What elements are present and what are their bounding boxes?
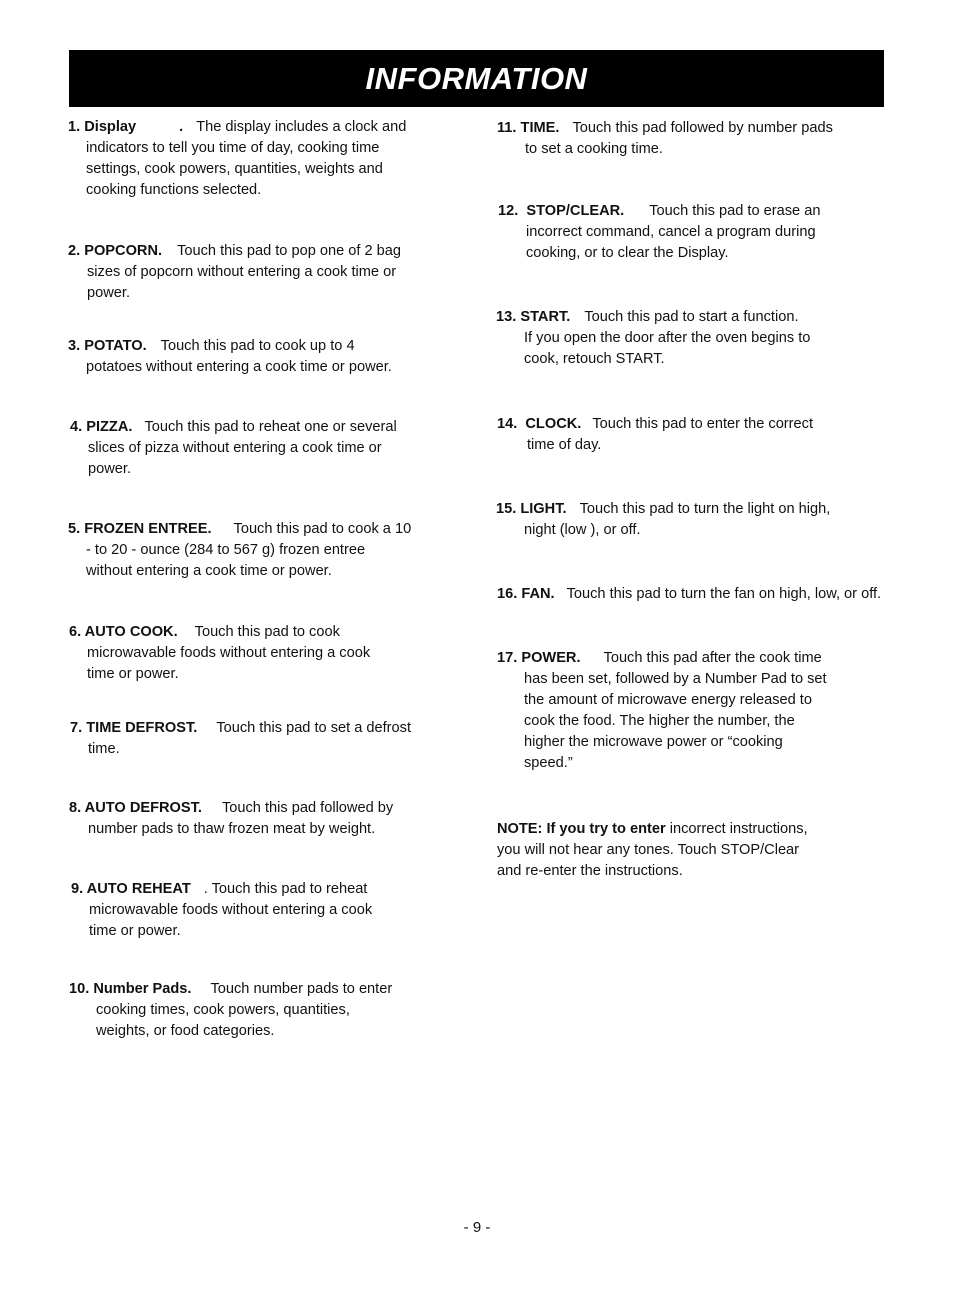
- item-label: 9. AUTO REHEAT: [71, 881, 191, 897]
- item-continuation: incorrect command, cancel a program during cooking, or to clear the Display.: [526, 224, 816, 261]
- item-label: 12. STOP/CLEAR.: [498, 203, 625, 219]
- item-text: Touch this pad to cook a 10: [233, 521, 412, 537]
- item-continuation: - to 20 - ounce (284 to 567 g) frozen entree without entering a cook time or power.: [86, 542, 366, 579]
- list-item-auto-cook: [69, 622, 429, 685]
- item-label: 15. LIGHT.: [496, 501, 567, 517]
- page-number: - 9 -: [463, 1219, 491, 1236]
- item-label: 17. POWER.: [497, 650, 581, 666]
- item-label: 10. Number Pads.: [69, 981, 192, 997]
- list-item-display: [68, 117, 428, 201]
- item-text: Touch this pad followed by: [221, 800, 394, 816]
- item-text: Touch this pad followed by number pads: [572, 120, 833, 136]
- note-text: incorrect instructions, you will not hear any tones. Touch STOP/Clear and re-enter the instructions.: [497, 821, 808, 879]
- list-item-clock: [497, 414, 877, 456]
- list-item-pizza: [70, 417, 430, 480]
- item-text: Touch this pad to turn the light on high,: [579, 501, 831, 517]
- item-continuation: to set a cooking time.: [525, 141, 663, 157]
- item-continuation: cooking times, cook powers, quantities, weights, or food categories.: [96, 1002, 350, 1039]
- item-continuation: If you open the door after the oven begins to cook, retouch START.: [524, 330, 811, 367]
- item-label: 3. POTATO.: [68, 338, 147, 354]
- note-label: NOTE: If you try to enter: [497, 821, 666, 837]
- list-item-stop-clear: [498, 201, 878, 264]
- list-item-potato: [68, 336, 428, 378]
- item-label: 1. Display: [68, 119, 137, 135]
- list-item-power: [497, 648, 877, 774]
- item-text: Touch this pad to set a defrost: [216, 720, 412, 736]
- list-item-time: [497, 118, 877, 160]
- note-paragraph: [497, 819, 857, 882]
- item-label: 14. CLOCK.: [497, 416, 582, 432]
- list-item-popcorn: [68, 241, 428, 304]
- item-text: Touch this pad to enter the correct: [592, 416, 813, 432]
- item-label: 4. PIZZA.: [70, 419, 133, 435]
- item-text: . Touch this pad to reheat: [203, 881, 368, 897]
- title-banner: [69, 50, 884, 107]
- item-label: 11. TIME.: [497, 120, 560, 136]
- item-text: Touch this pad to reheat one or several: [144, 419, 397, 435]
- list-item-light: [496, 499, 876, 541]
- item-continuation: time of day.: [527, 437, 602, 453]
- item-continuation: microwavable foods without entering a cook time or power.: [87, 645, 371, 682]
- item-continuation: time.: [88, 741, 120, 757]
- list-item-start: [496, 307, 876, 370]
- item-text: Touch this pad after the cook time: [603, 650, 822, 666]
- item-text: The display includes a clock and: [196, 119, 407, 135]
- item-text: Touch number pads to enter: [210, 981, 393, 997]
- item-label: 2. POPCORN.: [68, 243, 163, 259]
- list-item-auto-reheat: [71, 879, 431, 942]
- item-continuation: night (low ), or off.: [524, 522, 641, 538]
- item-continuation: sizes of popcorn without entering a cook time or power.: [87, 264, 397, 301]
- item-text: Touch this pad to turn the fan on high, low, or off.: [566, 586, 882, 602]
- item-continuation: potatoes without entering a cook time or power.: [86, 359, 392, 375]
- item-label: 7. TIME DEFROST.: [70, 720, 198, 736]
- list-item-fan: [497, 584, 897, 605]
- list-item-auto-defrost: [69, 798, 429, 840]
- item-continuation: slices of pizza without entering a cook time or power.: [88, 440, 382, 477]
- list-item-time-defrost: [70, 718, 430, 760]
- item-continuation: indicators to tell you time of day, cooking time settings, cook powers, quantities, weights and cooking functions selected.: [86, 140, 383, 198]
- item-label: 16. FAN.: [497, 586, 555, 602]
- item-continuation: has been set, followed by a Number Pad to set the amount of microwave energy released to cook the food. The higher the number, the higher the microwave power or “cooking speed.”: [524, 671, 827, 771]
- item-text: Touch this pad to cook: [194, 624, 340, 640]
- item-continuation: number pads to thaw frozen meat by weight.: [88, 821, 376, 837]
- item-label: 6. AUTO COOK.: [69, 624, 178, 640]
- item-label: 8. AUTO DEFROST.: [69, 800, 202, 816]
- item-text: Touch this pad to cook up to 4: [160, 338, 355, 354]
- page-title: INFORMATION: [365, 60, 588, 96]
- item-text: Touch this pad to start a function.: [584, 309, 799, 325]
- item-mark: .: [179, 119, 184, 135]
- item-label: 5. FROZEN ENTREE.: [68, 521, 212, 537]
- list-item-frozen-entree: [68, 519, 428, 582]
- item-text: Touch this pad to erase an: [649, 203, 821, 219]
- item-text: Touch this pad to pop one of 2 bag: [177, 243, 402, 259]
- list-item-number-pads: [69, 979, 429, 1042]
- item-label: 13. START.: [496, 309, 571, 325]
- item-continuation: microwavable foods without entering a cook time or power.: [89, 902, 373, 939]
